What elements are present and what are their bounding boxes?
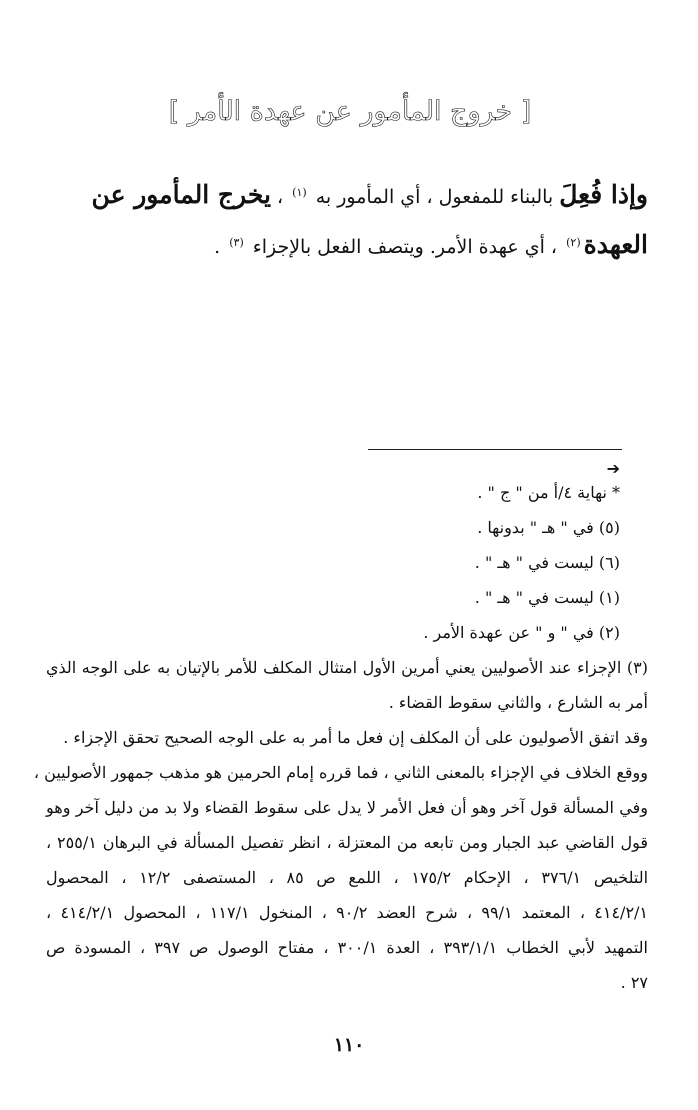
footnote-line: أمر به الشارع ، والثاني سقوط القضاء . bbox=[388, 693, 648, 712]
footnote-line: التمهيد لأبي الخطاب ٣٩٣/١/١ ، العدة ٣٠٠/١ ، مفتاح الوصول ص ٣٩٧ ، المسودة ص bbox=[46, 938, 649, 957]
sharh-phrase-1: بالبناء للمفعول ، أي المأمور به bbox=[309, 186, 560, 208]
footnote-line: ٤١٤/٢/١ ، المعتمد ٩٩/١ ، شرح العضد ٩٠/٢ ، المنخول ١١٧/١ ، المحصول ٤١٤/٢/١ ، bbox=[46, 903, 649, 922]
footnote-line: * نهاية ٤/أ من " ج " . bbox=[477, 483, 620, 502]
footnote-line: ووقع الخلاف في الإجزاء بالمعنى الثاني ، فما قرره إمام الحرمين هو مذهب جمهور الأصوليين ، bbox=[33, 763, 648, 782]
section-heading: [ خروج المأمور عن عهدة الأمر ] bbox=[168, 96, 532, 127]
separator: ، bbox=[270, 186, 290, 208]
footnote-line: قول القاضي عبد الجبار ومن تابعه من المعتزلة ، انظر تفصيل المسألة في البرهان ٢٥٥/١ ، bbox=[46, 833, 648, 852]
footnote-line: وفي المسألة قول آخر وهو أن فعل الأمر لا يدل على سقوط القضاء ولا بد من دليل آخر وهو bbox=[46, 798, 648, 817]
footnote-line: التلخيص ٣٧٦/١ ، الإحكام ١٧٥/٢ ، اللمع ص ٨٥ ، المستصفى ١٢/٢ ، المحصول bbox=[46, 868, 649, 887]
footnote-line: (٣) الإجزاء عند الأصوليين يعني أمرين الأول امتثال المكلف للأمر بالإتيان به على الوجه الذي bbox=[46, 658, 648, 677]
footnote-line: (٥) في " هـ " بدونها . bbox=[477, 518, 620, 537]
sentence-end: . bbox=[214, 236, 227, 258]
footnote-ref-2[interactable]: (٢) bbox=[566, 235, 581, 249]
footnote-ref-3[interactable]: (٣) bbox=[229, 235, 244, 249]
footnote-line: وقد اتفق الأصوليون على أن المكلف إن فعل ما أمر به على الوجه الصحيح تحقق الإجزاء . bbox=[63, 728, 648, 747]
footnote-line: ٢٧ . bbox=[620, 973, 648, 992]
sharh-phrase-2: ، أي عهدة الأمر. ويتصف الفعل بالإجزاء bbox=[246, 236, 564, 258]
footnote-line: (٦) ليست في " هـ " . bbox=[474, 553, 620, 572]
footnote-line: (٢) في " و " عن عهدة الأمر . bbox=[423, 623, 620, 642]
footnote-ref-1[interactable]: (١) bbox=[292, 185, 307, 199]
matn-phrase-2: يخرج المأمور عن bbox=[91, 180, 271, 209]
page-number: ١١٠ bbox=[333, 1034, 365, 1056]
footnote-separator bbox=[368, 449, 622, 450]
main-text-line-1 bbox=[46, 180, 648, 209]
footnote-line: (١) ليست في " هـ " . bbox=[474, 588, 620, 607]
main-text-line-2 bbox=[46, 230, 648, 259]
matn-phrase-3: العهدة bbox=[583, 230, 648, 259]
continuation-arrow-icon: ➔ bbox=[606, 459, 620, 478]
matn-phrase-1: وإذا فُعِلَ bbox=[559, 180, 648, 209]
